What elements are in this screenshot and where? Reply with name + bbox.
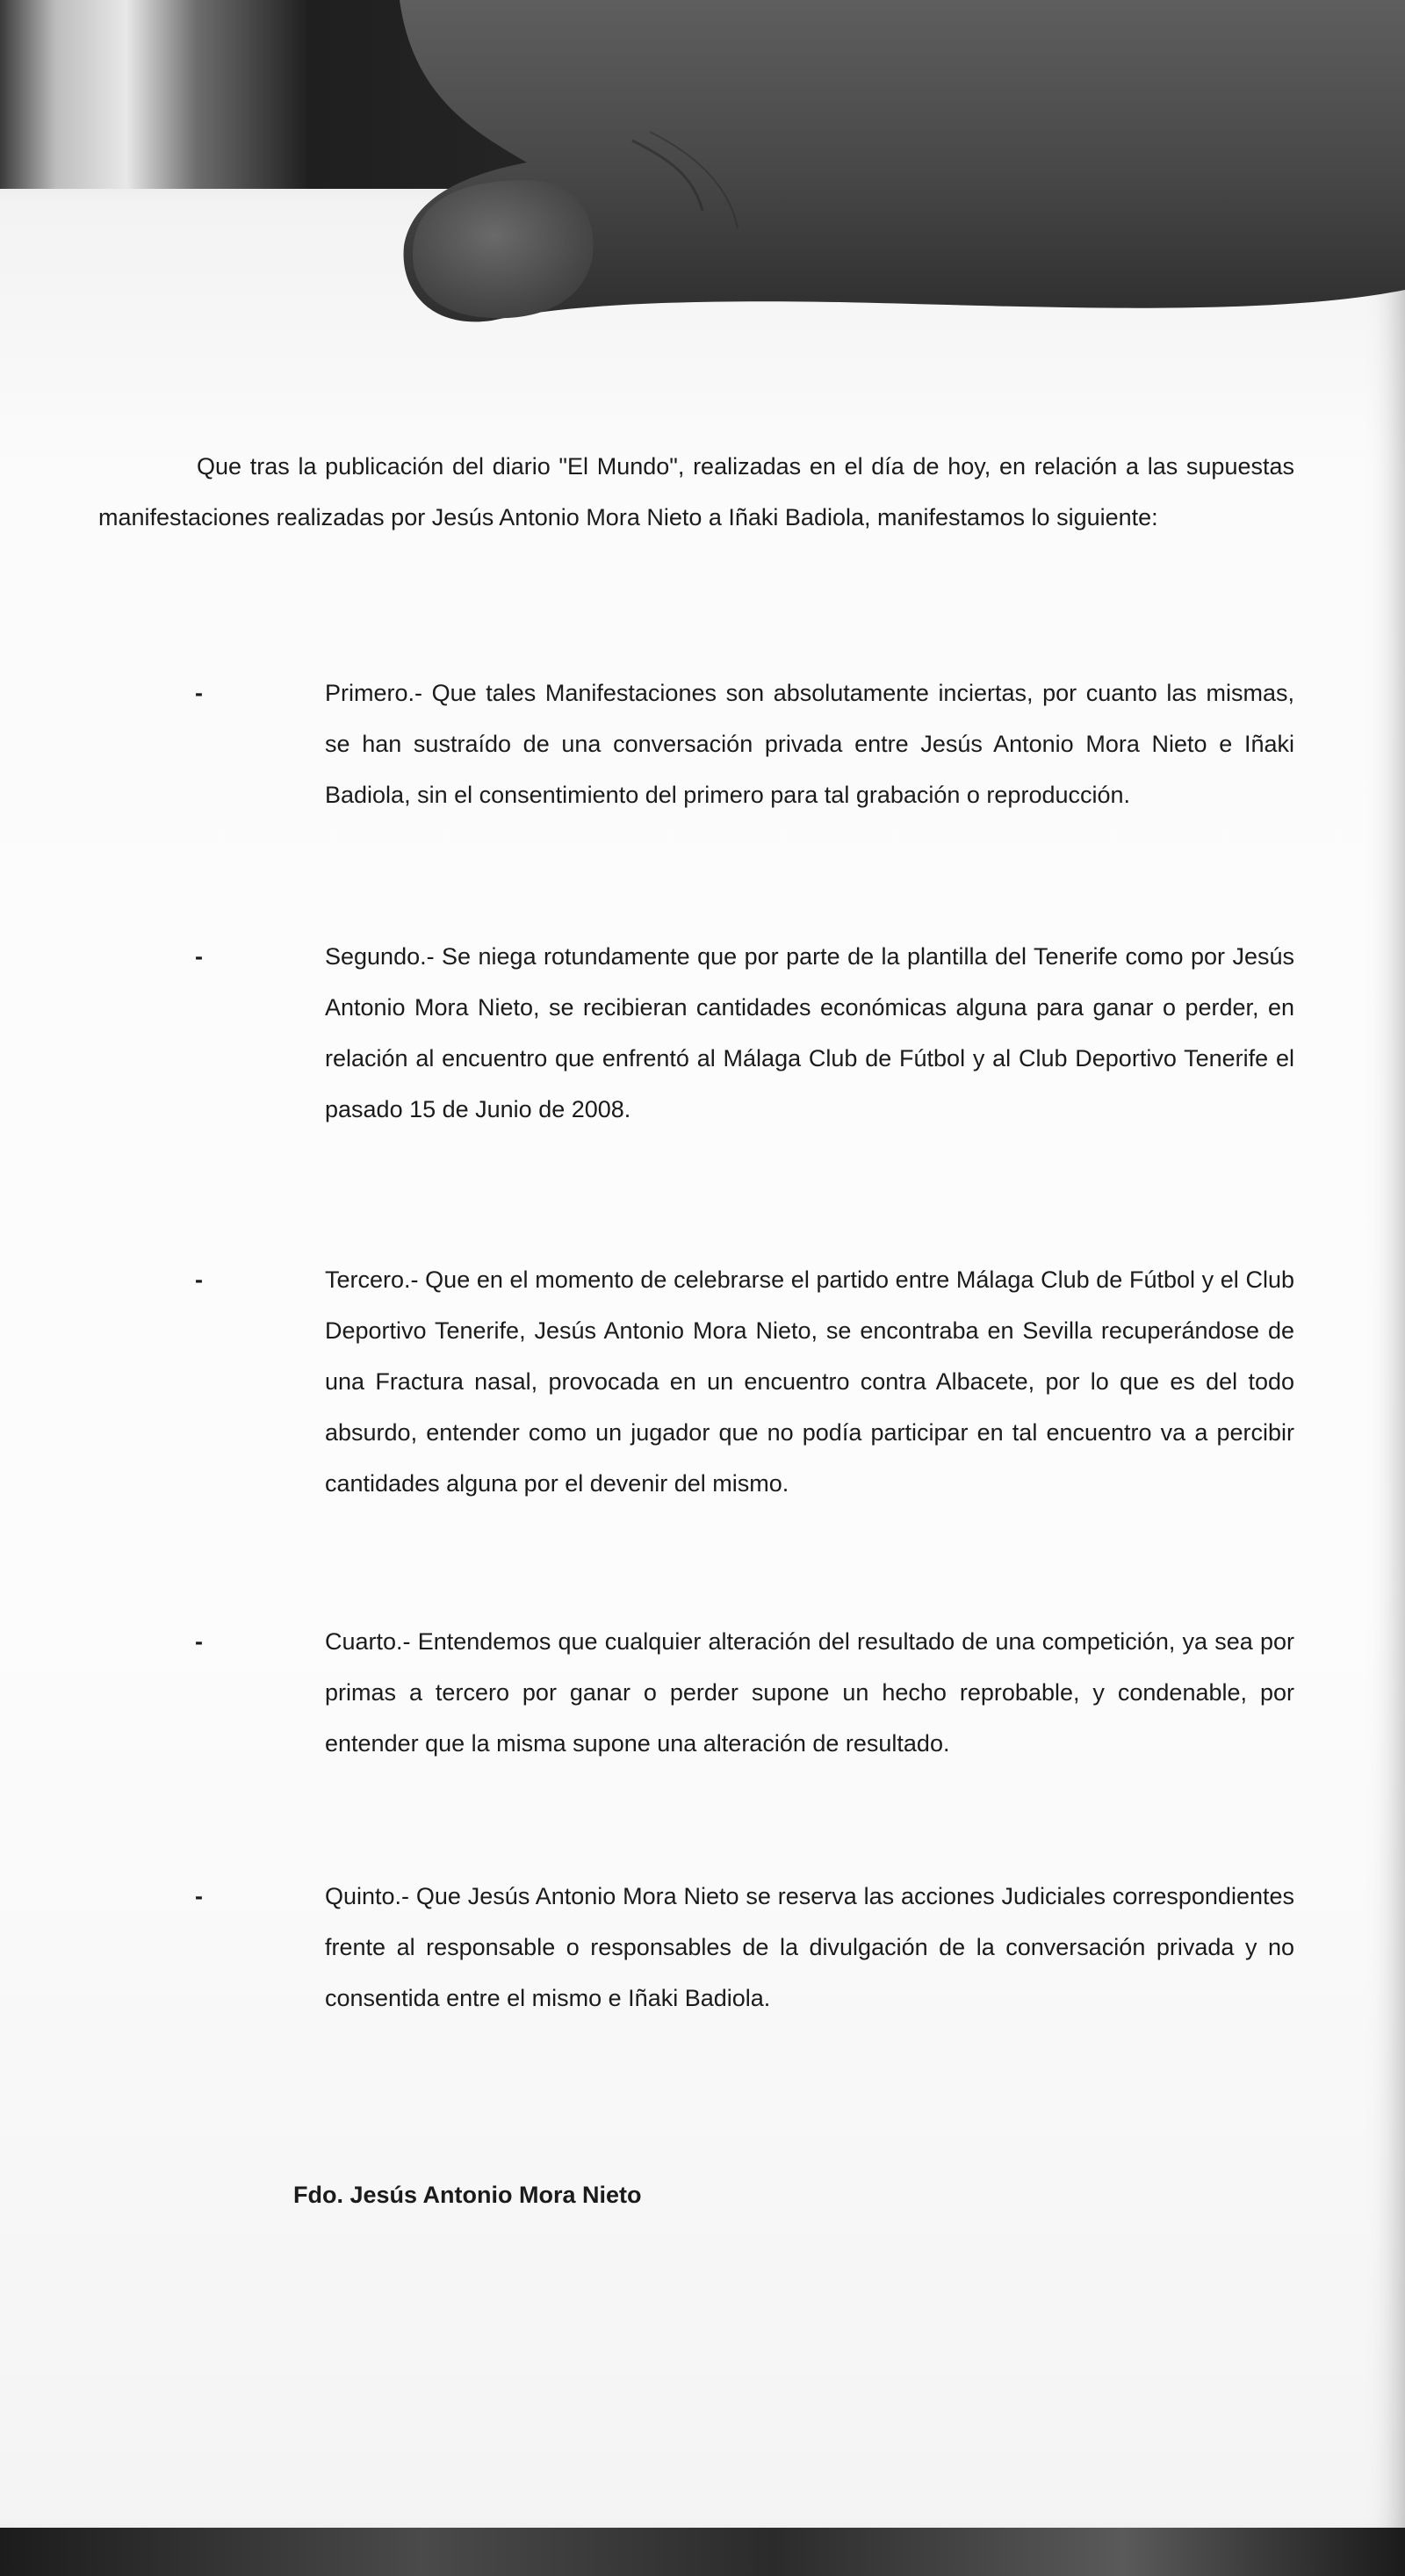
list-item-text: Primero.- Que tales Manifestaciones son absolutamente inciertas, por cuanto las mismas, se han sustraído de una conversación privada entre Jesús Antonio Mora Nieto e Iñaki Badiola, sin el consentimiento del primero para tal grabación o reproducción. (325, 680, 1294, 808)
bullet-marker: - (195, 680, 203, 706)
holding-thumb (0, 0, 1405, 369)
signature-line: Fdo. Jesús Antonio Mora Nieto (293, 2182, 642, 2208)
intro-paragraph: Que tras la publicación del diario "El Mundo", realizadas en el día de hoy, en relación a las supuestas manifestaciones realizadas por Jesús Antonio Mora Nieto a Iñaki Badiola, manifestamos lo siguiente: (98, 453, 1294, 530)
bullet-marker: - (195, 1883, 203, 1909)
list-item-text: Tercero.- Que en el momento de celebrarse el partido entre Málaga Club de Fútbol y el Club Deportivo Tenerife, Jesús Antonio Mora Nieto, se encontraba en Sevilla recuperándose de una Fractura nasal, provocada en un encuentro contra Albacete, por lo que es del todo absurdo, entender como un jugador que no podía participar en tal encuentro va a percibir cantidades alguna por el devenir del mismo. (325, 1266, 1294, 1497)
bullet-marker: - (195, 1628, 203, 1655)
bullet-marker: - (195, 1266, 203, 1293)
list-item-text: Cuarto.- Entendemos que cualquier alteración del resultado de una competición, ya sea por primas a tercero por ganar o perder supone un hecho reprobable, y condenable, por entender que la misma supone una alteración de resultado. (325, 1628, 1294, 1757)
list-item-text: Segundo.- Se niega rotundamente que por parte de la plantilla del Tenerife como por Jesús Antonio Mora Nieto, se recibieran cantidades económicas alguna para ganar o perder, en relación al encuentro que enfrentó al Málaga Club de Fútbol y al Club Deportivo Tenerife el pasado 15 de Junio de 2008. (325, 943, 1294, 1122)
list-item-text: Quinto.- Que Jesús Antonio Mora Nieto se reserva las acciones Judiciales correspondientes frente al responsable o responsables de la divulgación de la conversación privada y no consentida entre el mismo e Iñaki Badiola. (325, 1883, 1294, 2011)
bullet-marker: - (195, 943, 203, 970)
